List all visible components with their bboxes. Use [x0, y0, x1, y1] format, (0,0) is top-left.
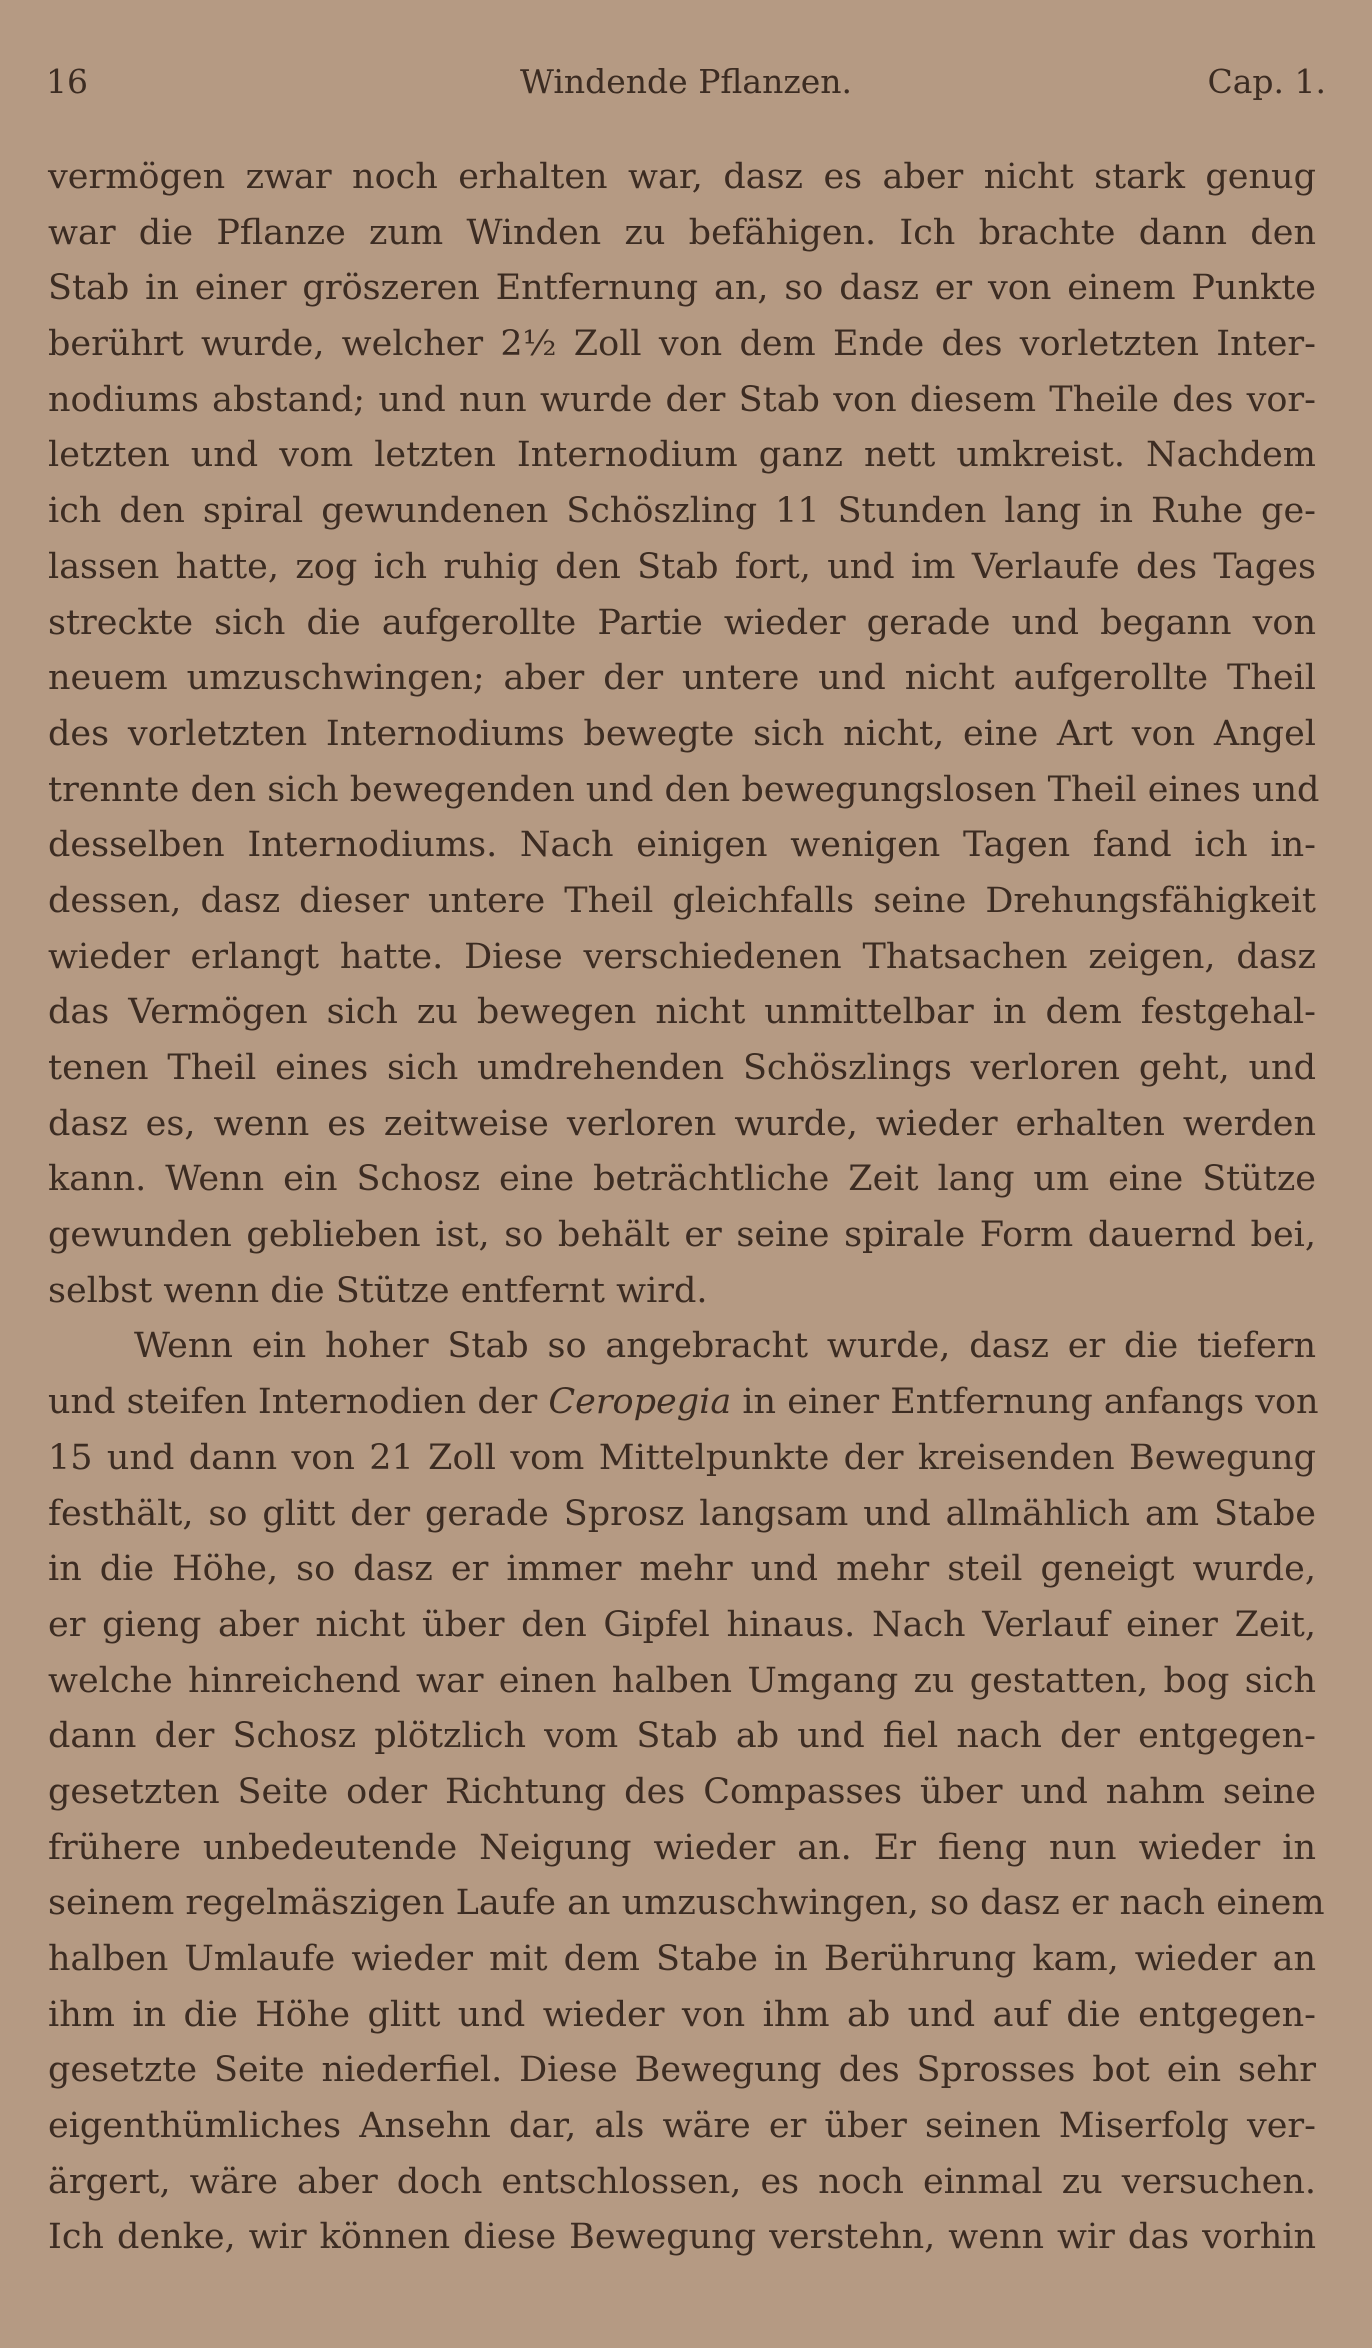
text-line: festhält, so glitt der gerade Sprosz langsam und allmählich am Stabe	[48, 1493, 1316, 1534]
chapter-label: Cap. 1.	[1207, 62, 1326, 101]
text-line: des vorletzten Internodiums bewegte sich nicht, eine Art von Angel	[48, 713, 1316, 754]
text-line: 15 und dann von 21 Zoll vom Mittelpunkte der kreisenden Bewegung	[48, 1437, 1316, 1478]
text-line: vermögen zwar noch erhalten war, dasz es aber nicht stark genug	[48, 157, 1316, 197]
text-line: tenen Theil eines sich umdrehenden Schöszlings verloren geht, und	[48, 1048, 1316, 1088]
text-line: seinem regelmäszigen Laufe an umzuschwingen, so dasz er nach einem	[48, 1883, 1325, 1924]
text-line: dasz es, wenn es zeitweise verloren wurde, wieder erhalten werden	[48, 1103, 1316, 1144]
text-line: dessen, dasz dieser untere Theil gleichfalls seine Drehungsfähigkeit	[48, 880, 1316, 921]
text-line: gesetzten Seite oder Richtung des Compasses über und nahm seine	[48, 1771, 1316, 1812]
text-segment: in einer Entfernung anfangs von	[731, 1382, 1319, 1423]
text-line: letzten und vom letzten Internodium ganz nett umkreist. Nachdem	[48, 435, 1316, 476]
text-line: trennte den sich bewegenden und den bewegungslosen Theil eines und	[48, 769, 1320, 810]
running-title: Windende Pflanzen.	[520, 62, 852, 101]
paragraph-end-line: selbst wenn die Stütze entfernt wird.	[48, 1270, 708, 1311]
italic-genus-name: Ceropegia	[548, 1382, 732, 1423]
text-line: ich den spiral gewundenen Schöszling 11 Stunden lang in Ruhe ge-	[48, 491, 1316, 532]
text-line: war die Pflanze zum Winden zu befähigen. Ich brachte dann den	[48, 212, 1316, 253]
text-line: lassen hatte, zog ich ruhig den Stab fort, und im Verlaufe des Tages	[48, 546, 1316, 587]
text-line: eigenthümliches Ansehn dar, als wäre er über seinen Miserfolg ver-	[48, 2106, 1316, 2147]
text-line-with-italic	[48, 1375, 1319, 1431]
text-line: desselben Internodiums. Nach einigen wenigen Tagen fand ich in-	[48, 825, 1316, 866]
text-line: ärgert, wäre aber doch entschlossen, es noch einmal zu versuchen.	[48, 2161, 1316, 2202]
text-line: er gieng aber nicht über den Gipfel hinaus. Nach Verlauf einer Zeit,	[48, 1604, 1316, 1645]
text-line: kann. Wenn ein Schosz eine beträchtliche Zeit lang um eine Stütze	[48, 1159, 1316, 1200]
text-line: welche hinreichend war einen halben Umgang zu gestatten, bog sich	[48, 1660, 1316, 1701]
text-line: Stab in einer gröszeren Entfernung an, so dasz er von einem Punkte	[48, 268, 1316, 309]
text-line: das Vermögen sich zu bewegen nicht unmittelbar in dem festgehal-	[48, 992, 1316, 1033]
text-line: gesetzte Seite niederfiel. Diese Bewegung des Sprosses bot ein sehr	[48, 2050, 1316, 2091]
paragraph-start-line: Wenn ein hoher Stab so angebracht wurde, dasz er die tiefern	[134, 1326, 1316, 1367]
text-segment: und steifen Internodien der	[48, 1382, 549, 1423]
text-line: dann der Schosz plötzlich vom Stab ab und fiel nach der entgegen-	[48, 1716, 1316, 1757]
text-line: Ich denke, wir können diese Bewegung verstehn, wenn wir das vorhin	[48, 2217, 1316, 2258]
text-line: in die Höhe, so dasz er immer mehr und mehr steil geneigt wurde,	[48, 1549, 1316, 1590]
text-line: berührt wurde, welcher 2½ Zoll von dem Ende des vorletzten Inter-	[48, 324, 1316, 365]
text-line: streckte sich die aufgerollte Partie wieder gerade und begann von	[48, 602, 1316, 643]
running-header	[46, 62, 1326, 112]
text-line: gewunden geblieben ist, so behält er seine spirale Form dauernd bei,	[48, 1215, 1316, 1256]
text-line: wieder erlangt hatte. Diese verschiedenen Thatsachen zeigen, dasz	[48, 936, 1316, 977]
text-line: ihm in die Höhe glitt und wieder von ihm ab und auf die entgegen-	[48, 1994, 1316, 2035]
text-line: frühere unbedeutende Neigung wieder an. Er fieng nun wieder in	[48, 1827, 1316, 1868]
text-line: halben Umlaufe wieder mit dem Stabe in Berührung kam, wieder an	[48, 1939, 1316, 1979]
page-number: 16	[46, 62, 88, 101]
body-text	[48, 150, 1325, 2266]
text-line: nodiums abstand; und nun wurde der Stab von diesem Theile des vor-	[48, 379, 1316, 420]
text-line: neuem umzuschwingen; aber der untere und nicht aufgerollte Theil	[48, 658, 1316, 699]
